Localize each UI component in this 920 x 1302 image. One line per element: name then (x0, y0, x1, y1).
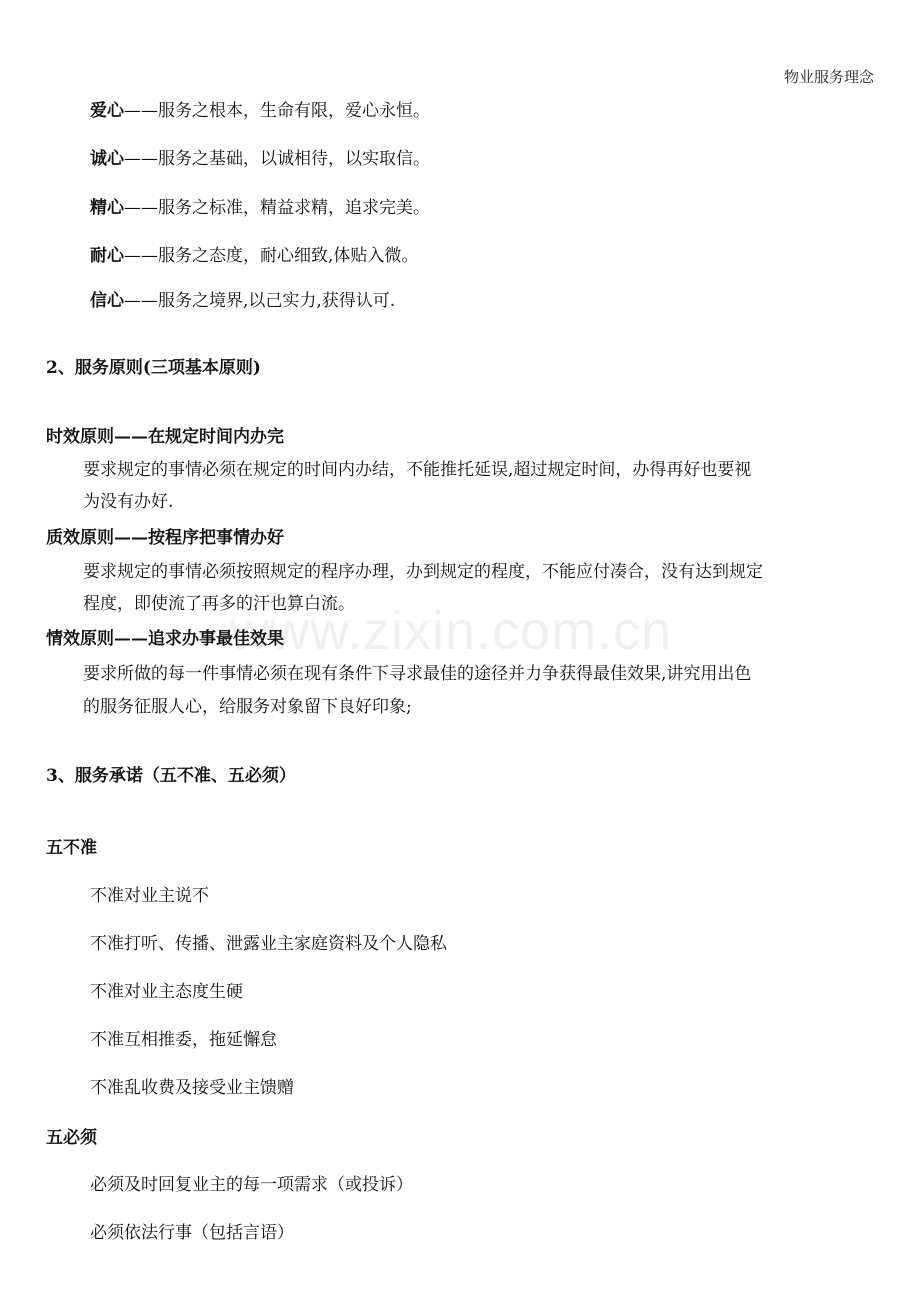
section3-heading: 3、服务承诺（五不准、五必须） (46, 766, 296, 786)
principle-text: 要求规定的事情必须按照规定的程序办理，办到规定的程度，不能应付凑合，没有达到规定 (83, 562, 763, 582)
heart-term: 耐心 (90, 246, 124, 266)
principle-text: 要求所做的每一件事情必须在现有条件下寻求最佳的途径并力争获得最佳效果,讲究用出色 (83, 664, 752, 684)
list-item: 必须依法行事（包括言语） (90, 1223, 294, 1243)
principle-text: 要求规定的事情必须在规定的时间内办结，不能推托延误,超过规定时间，办得再好也要视 (83, 460, 752, 480)
principle-text: 程度，即使流了再多的汗也算白流。 (83, 594, 355, 614)
heart-desc: ——服务之标准，精益求精，追求完美。 (124, 198, 430, 218)
five-must-title: 五必须 (46, 1128, 97, 1148)
running-header: 物业服务理念 (783, 68, 874, 86)
heart-line-confidence (0, 289, 920, 313)
list-item: 不准乱收费及接受业主馈赠 (90, 1078, 294, 1098)
heart-desc: ——服务之态度，耐心细致,体贴入微。 (124, 246, 419, 266)
principle-title-emotion: 情效原则——追求办事最佳效果 (46, 629, 284, 649)
heart-term: 诚心 (90, 149, 124, 169)
watermark: www.zixin.com.cn (230, 601, 673, 661)
heart-term: 爱心 (90, 101, 124, 121)
heart-desc: ——服务之境界,以己实力,获得认可. (124, 291, 396, 311)
principle-title-timeliness: 时效原则——在规定时间内办完 (46, 427, 284, 447)
heart-line-precision (0, 196, 920, 220)
section2-heading: 2、服务原则(三项基本原则) (46, 358, 261, 378)
list-item: 不准打听、传播、泄露业主家庭资料及个人隐私 (90, 934, 447, 954)
list-item: 不准对业主说不 (90, 886, 209, 906)
heart-line-patience (0, 244, 920, 268)
heart-term: 信心 (90, 291, 124, 311)
list-item: 必须及时回复业主的每一项需求（或投诉） (90, 1175, 413, 1195)
principle-title-quality: 质效原则——按程序把事情办好 (46, 528, 284, 548)
list-item: 不准对业主态度生硬 (90, 982, 243, 1002)
heart-term: 精心 (90, 198, 124, 218)
heart-line-love (0, 99, 920, 123)
heart-line-sincerity (0, 147, 920, 171)
heart-desc: ——服务之根本，生命有限，爱心永恒。 (124, 101, 430, 121)
principle-text: 的服务征服人心，给服务对象留下良好印象; (83, 697, 412, 717)
list-item: 不准互相推委，拖延懈怠 (90, 1030, 277, 1050)
heart-desc: ——服务之基础，以诚相待，以实取信。 (124, 149, 430, 169)
principle-text: 为没有办好. (83, 492, 174, 512)
five-not-title: 五不准 (46, 838, 97, 858)
